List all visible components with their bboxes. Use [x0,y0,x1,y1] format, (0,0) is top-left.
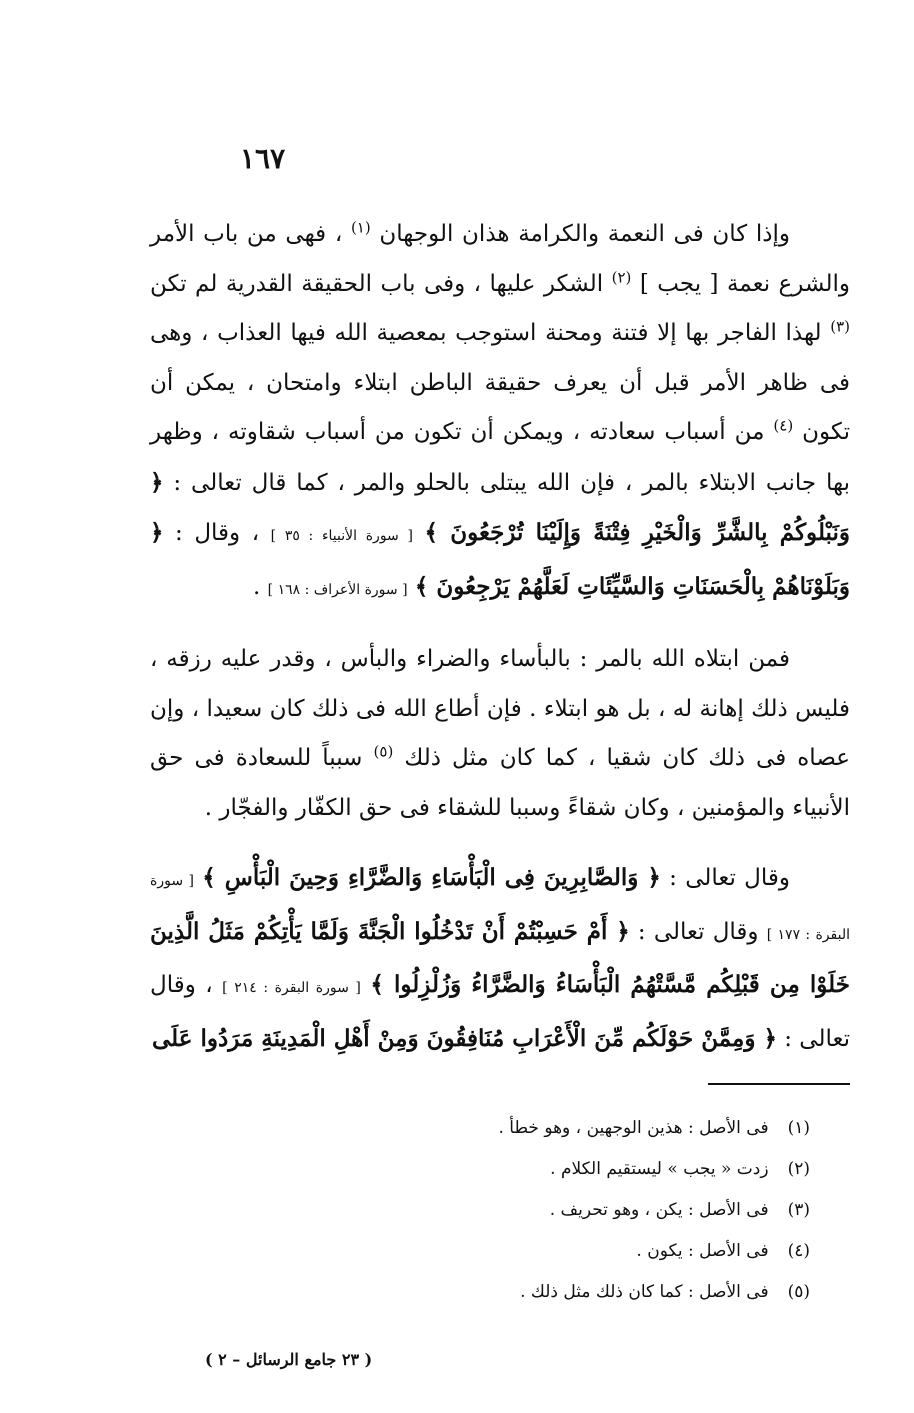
text-run: . [253,573,268,600]
quran-quote: ﴿ وَمِمَّنْ حَوْلَكُم مِّنَ الْأَعْرَابِ مُنَافِقُونَ وَمِنْ أَهْلِ الْمَدِينَةِ مَرَدُوا عَلَى [152,1024,777,1052]
text-run: من أسباب سعادته ، ويمكن أن تكون من أسباب شقاوته ، وظهر بها جانب الابتلاء بالمر ، فإن الله يبتلى بالحلو والمر ، كما قال تعالى : [150,419,850,496]
footnote-number: (١) [787,1118,810,1138]
footnote-number: (٥) [787,1282,810,1302]
surah-reference: [ سورة البقرة : ٢١٤ ] [222,980,361,996]
footnote-divider [708,1083,850,1085]
footnote-item [150,1272,810,1313]
footnote-item [150,1190,810,1231]
quran-quote: ﴿ وَالصَّابِرِينَ فِى الْبَأْسَاءِ وَالضَّرَّاءِ وَحِينَ الْبَأْسِ ﴾ [202,864,661,891]
text-run: سبباً للسعادة فى حق الأنبياء والمؤمنين ، وكان شقاءً وسببا للشقاء فى حق الكفّار والفجّار . [150,745,850,821]
footnote-marker: (٤) [773,416,794,435]
text-run: الشكر عليها ، وفى باب الحقيقة القدرية لم تكن [150,270,612,297]
paragraph [150,210,850,615]
surah-reference: [ سورة البقرة : ١٧٧ ] [150,873,850,943]
page-footer: ( ٢٣ جامع الرسائل – ٢ ) [205,1350,373,1369]
text-run: وقال تعالى : [660,865,791,891]
text-run: وقال تعالى : [629,918,767,945]
text-run: ، وقال تعالى : [150,972,850,1052]
page-number: ١٦٧ [240,142,286,175]
text-run: لهذا الفاجر بها إلا فتنة ومحنة استوجب بمعصية الله فيها العذاب ، وهى فى ظاهر الأمر قبل أن يعرف حقيقة الباطن ابتلاء وامتحان ، يمكن أن تكون [150,320,850,445]
footnotes-list [150,1108,810,1313]
surah-reference: [ سورة الأنبياء : ٣٥ ] [270,528,413,544]
footnote-text: فى الأصل : يكون . [636,1241,769,1261]
text-run: وإذا كان فى النعمة والكرامة هذان الوجهان [370,221,790,247]
footnote-marker: (٣) [830,317,850,336]
footnote-item [150,1108,810,1149]
footnote-number: (٣) [787,1200,810,1220]
text-run [408,574,415,600]
footnote-text: زدت « يجب » ليستقيم الكلام . [550,1159,769,1179]
footnote-marker: (٥) [373,742,394,761]
text-run: ، وقال : [163,520,271,546]
footnote-text: فى الأصل : هذين الوجهين ، وهو خطأ . [498,1118,769,1138]
footnote-item [150,1231,810,1272]
text-run: فمن ابتلاه الله بالمر : بالبأساء والضراء والبأس ، وقدر عليه رزقه ، فليس ذلك إهانة له ، بل هو ابتلاء . فإن أطاع الله فى ذلك كان سعيدا ، وإن عصاه فى ذلك كان شقيا ، كما كان مثل ذلك [150,646,850,771]
text-run [413,520,425,546]
footnote-number: (٤) [787,1241,810,1261]
footnote-item [150,1149,810,1190]
main-text [150,210,850,1064]
footnote-marker: (١) [350,218,371,237]
text-run: ، فهى من باب الأمر والشرع نعمة [ يجب ] [150,221,850,297]
paragraph [150,853,850,1064]
quran-quote: ﴿ أَمْ حَسِبْتُمْ أَنْ تَدْخُلُوا الْجَنَّةَ وَلَمَّا يَأْتِكُمْ مَثَلُ الَّذِينَ خَلَوْا مِن قَبْلِكُم مَّسَّتْهُمُ الْبَأْسَاءُ وَالضَّرَّاءُ وَزُلْزِلُوا ﴾ [150,917,851,998]
footnote-number: (٢) [787,1159,810,1179]
footnote-text: فى الأصل : يكن ، وهو تحريف . [549,1200,769,1220]
text-run [361,972,370,998]
quran-quote: ﴿ وَنَبْلُوكُمْ بِالشَّرِّ وَالْخَيْرِ فِتْنَةً وَإِلَيْنَا تُرْجَعُونَ ﴾ [150,468,851,546]
footnote-text: فى الأصل : كما كان ذلك مثل ذلك . [520,1282,769,1302]
surah-reference: [ سورة الأعراف : ١٦٨ ] [267,581,408,598]
paragraph [150,635,850,833]
quran-quote: ﴿ وَبَلَوْنَاهُمْ بِالْحَسَنَاتِ وَالسَّيِّئَاتِ لَعَلَّهُمْ يَرْجِعُونَ ﴾ [150,519,850,600]
footnote-marker: (٢) [611,267,632,286]
